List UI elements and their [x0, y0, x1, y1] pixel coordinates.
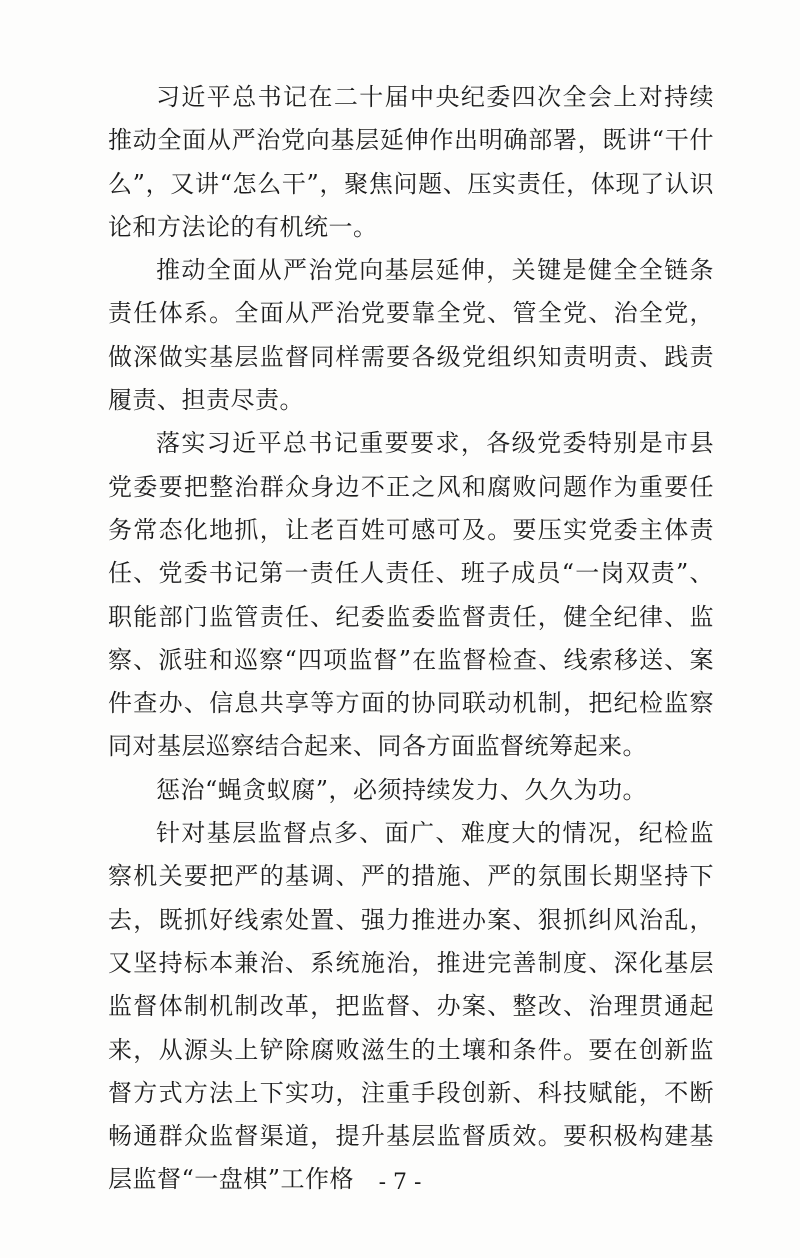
page-number: - 7 -	[378, 1170, 422, 1195]
paragraph: 针对基层监督点多、面广、难度大的情况，纪检监察机关要把严的基调、严的措施、严的氛围长期坚持下去，既抓好线索处置、强力推进办案、狠抓纠风治乱，又坚持标本兼治、系统施治，推进完善制度、深化基层监督体制机制改革，把监督、办案、整改、治理贯通起来，从源头上铲除腐败滋生的土壤和条件。要在创新监督方式方法上下实功，注重手段创新、科技赋能，不断畅通群众监督渠道，提升基层监督质效。要积极构建基层监督“一盘棋”工作格	[108, 819, 714, 1194]
document-body	[108, 76, 714, 1202]
paragraph: 推动全面从严治党向基层延伸，关键是健全全链条责任体系。全面从严治党要靠全党、管全党、治全党，做深做实基层监督同样需要各级党组织知责明责、践责履责、担责尽责。	[108, 256, 714, 415]
paragraph: 习近平总书记在二十届中央纪委四次全会上对持续推动全面从严治党向基层延伸作出明确部署，既讲“干什么”，又讲“怎么干”，聚焦问题、压实责任，体现了认识论和方法论的有机统一。	[108, 83, 714, 241]
paragraph: 落实习近平总书记重要要求，各级党委特别是市县党委要把整治群众身边不正之风和腐败问题作为重要任务常态化地抓，让老百姓可感可及。要压实党委主体责任、党委书记第一责任人责任、班子成员“一岗双责”、职能部门监管责任、纪委监委监督责任，健全纪律、监察、派驻和巡察“四项监督”在监督检查、线索移送、案件查办、信息共享等方面的协同联动机制，把纪检监察同对基层巡察结合起来、同各方面监督统筹起来。	[108, 429, 714, 761]
paragraph: 惩治“蝇贪蚁腐”，必须持续发力、久久为功。	[156, 775, 648, 804]
